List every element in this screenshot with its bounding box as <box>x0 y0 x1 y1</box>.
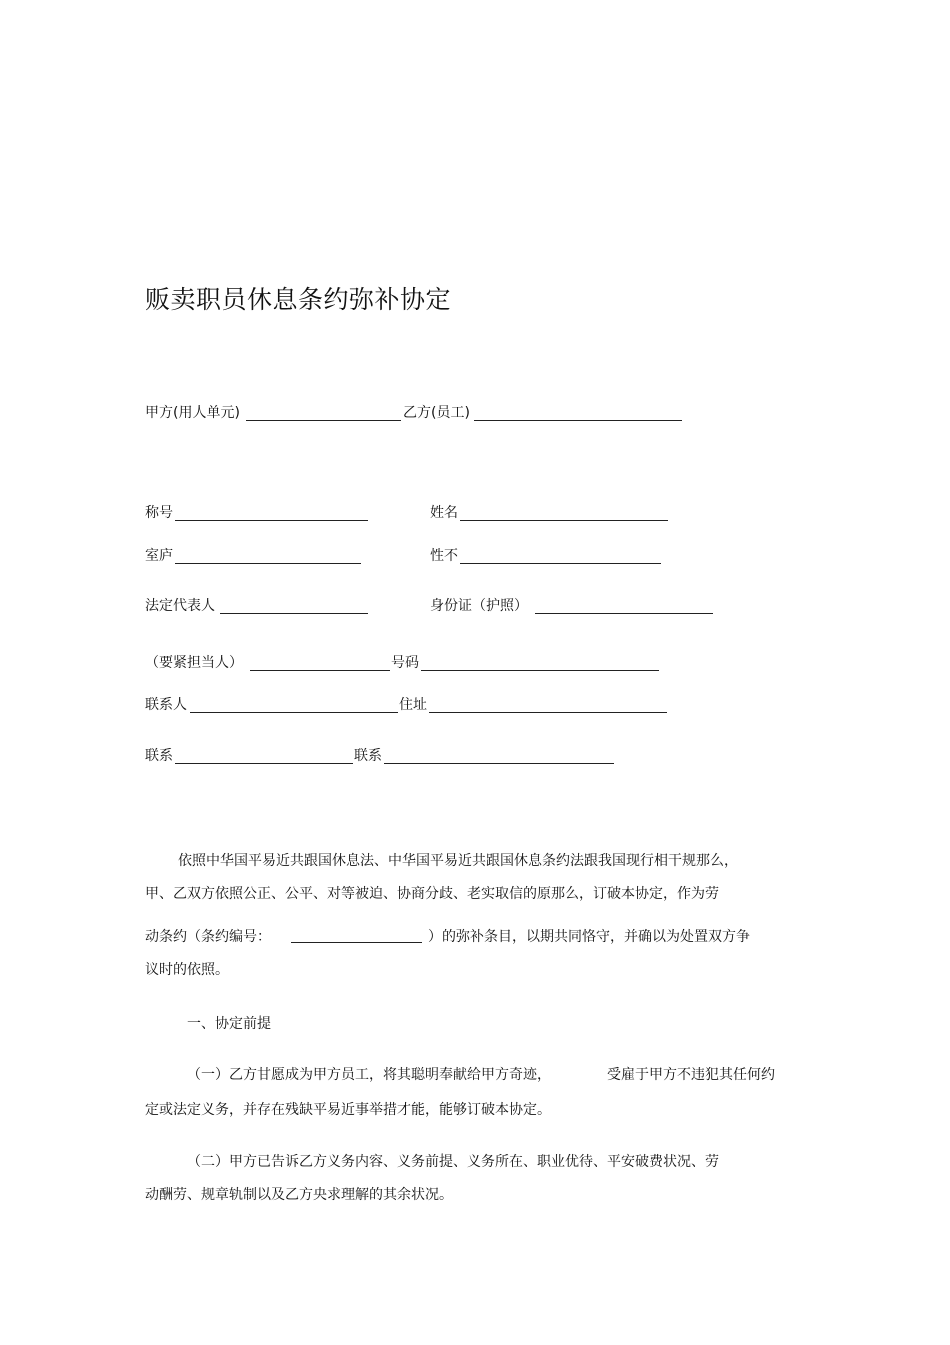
section-1-item-2-line-1: （二）甲方已告诉乙方义务内容、义务前提、义务所在、职业优待、平安破费状况、劳 <box>187 1154 719 1170</box>
intro-line-3-a: 动条约（条约编号： <box>145 929 271 945</box>
household-blank[interactable] <box>175 549 361 564</box>
address-label: 住址 <box>399 697 427 713</box>
party-b-label: 乙方(员工) <box>403 405 470 421</box>
section-1-item-1-line-1-a: （一）乙方甘愿成为甲方员工，将其聪明奉献给甲方奇迹， <box>187 1067 551 1083</box>
gender-label: 性不 <box>430 548 458 564</box>
contact-b-label: 联系 <box>354 748 382 764</box>
gender-blank[interactable] <box>460 549 661 564</box>
section-1-heading: 一、协定前提 <box>187 1016 271 1032</box>
section-1-item-1-line-1-b: 受雇于甲方不违犯其任何约 <box>607 1067 775 1083</box>
contact-a-label: 联系 <box>145 748 173 764</box>
contract-number-blank[interactable] <box>291 928 422 943</box>
intro-line-3-b: ）的弥补条目，以期共同恪守，并确以为处置双方争 <box>428 929 750 945</box>
title-blank[interactable] <box>175 506 368 521</box>
id-label: 身份证（护照） <box>430 598 528 614</box>
intro-line-1: 依照中华国平易近共跟国休息法、中华国平易近共跟国休息条约法跟我国现行相干规那么， <box>178 853 738 869</box>
intro-line-2: 甲、乙双方依照公正、公平、对等被迫、协商分歧、老实取信的原那么，订破本协定，作为劳 <box>145 886 719 902</box>
contact-a-blank[interactable] <box>175 749 353 764</box>
name-blank[interactable] <box>460 506 668 521</box>
contact-person-blank[interactable] <box>190 698 398 713</box>
number-label: 号码 <box>391 655 419 671</box>
party-a-label: 甲方(用人单元) <box>145 405 240 421</box>
main-person-label: （要紧担当人） <box>145 655 243 671</box>
party-b-blank[interactable] <box>474 406 682 421</box>
id-blank[interactable] <box>535 599 713 614</box>
title-label: 称号 <box>145 505 173 521</box>
main-person-blank[interactable] <box>250 656 390 671</box>
party-a-blank[interactable] <box>246 406 401 421</box>
section-1-item-1-line-2: 定或法定义务，并存在残缺平易近事举措才能，能够订破本协定。 <box>145 1102 551 1118</box>
legal-rep-blank[interactable] <box>220 599 368 614</box>
contact-person-label: 联系人 <box>145 697 187 713</box>
name-label: 姓名 <box>430 505 458 521</box>
section-1-item-2-line-2: 动酬劳、规章轨制以及乙方央求理解的其余状况。 <box>145 1187 453 1203</box>
document-title: 贩卖职员休息条约弥补协定 <box>145 285 452 314</box>
contact-b-blank[interactable] <box>384 749 614 764</box>
intro-line-4: 议时的依照。 <box>145 962 229 978</box>
address-blank[interactable] <box>429 698 667 713</box>
household-label: 室庐 <box>145 548 173 564</box>
legal-rep-label: 法定代表人 <box>145 598 215 614</box>
number-blank[interactable] <box>421 656 659 671</box>
